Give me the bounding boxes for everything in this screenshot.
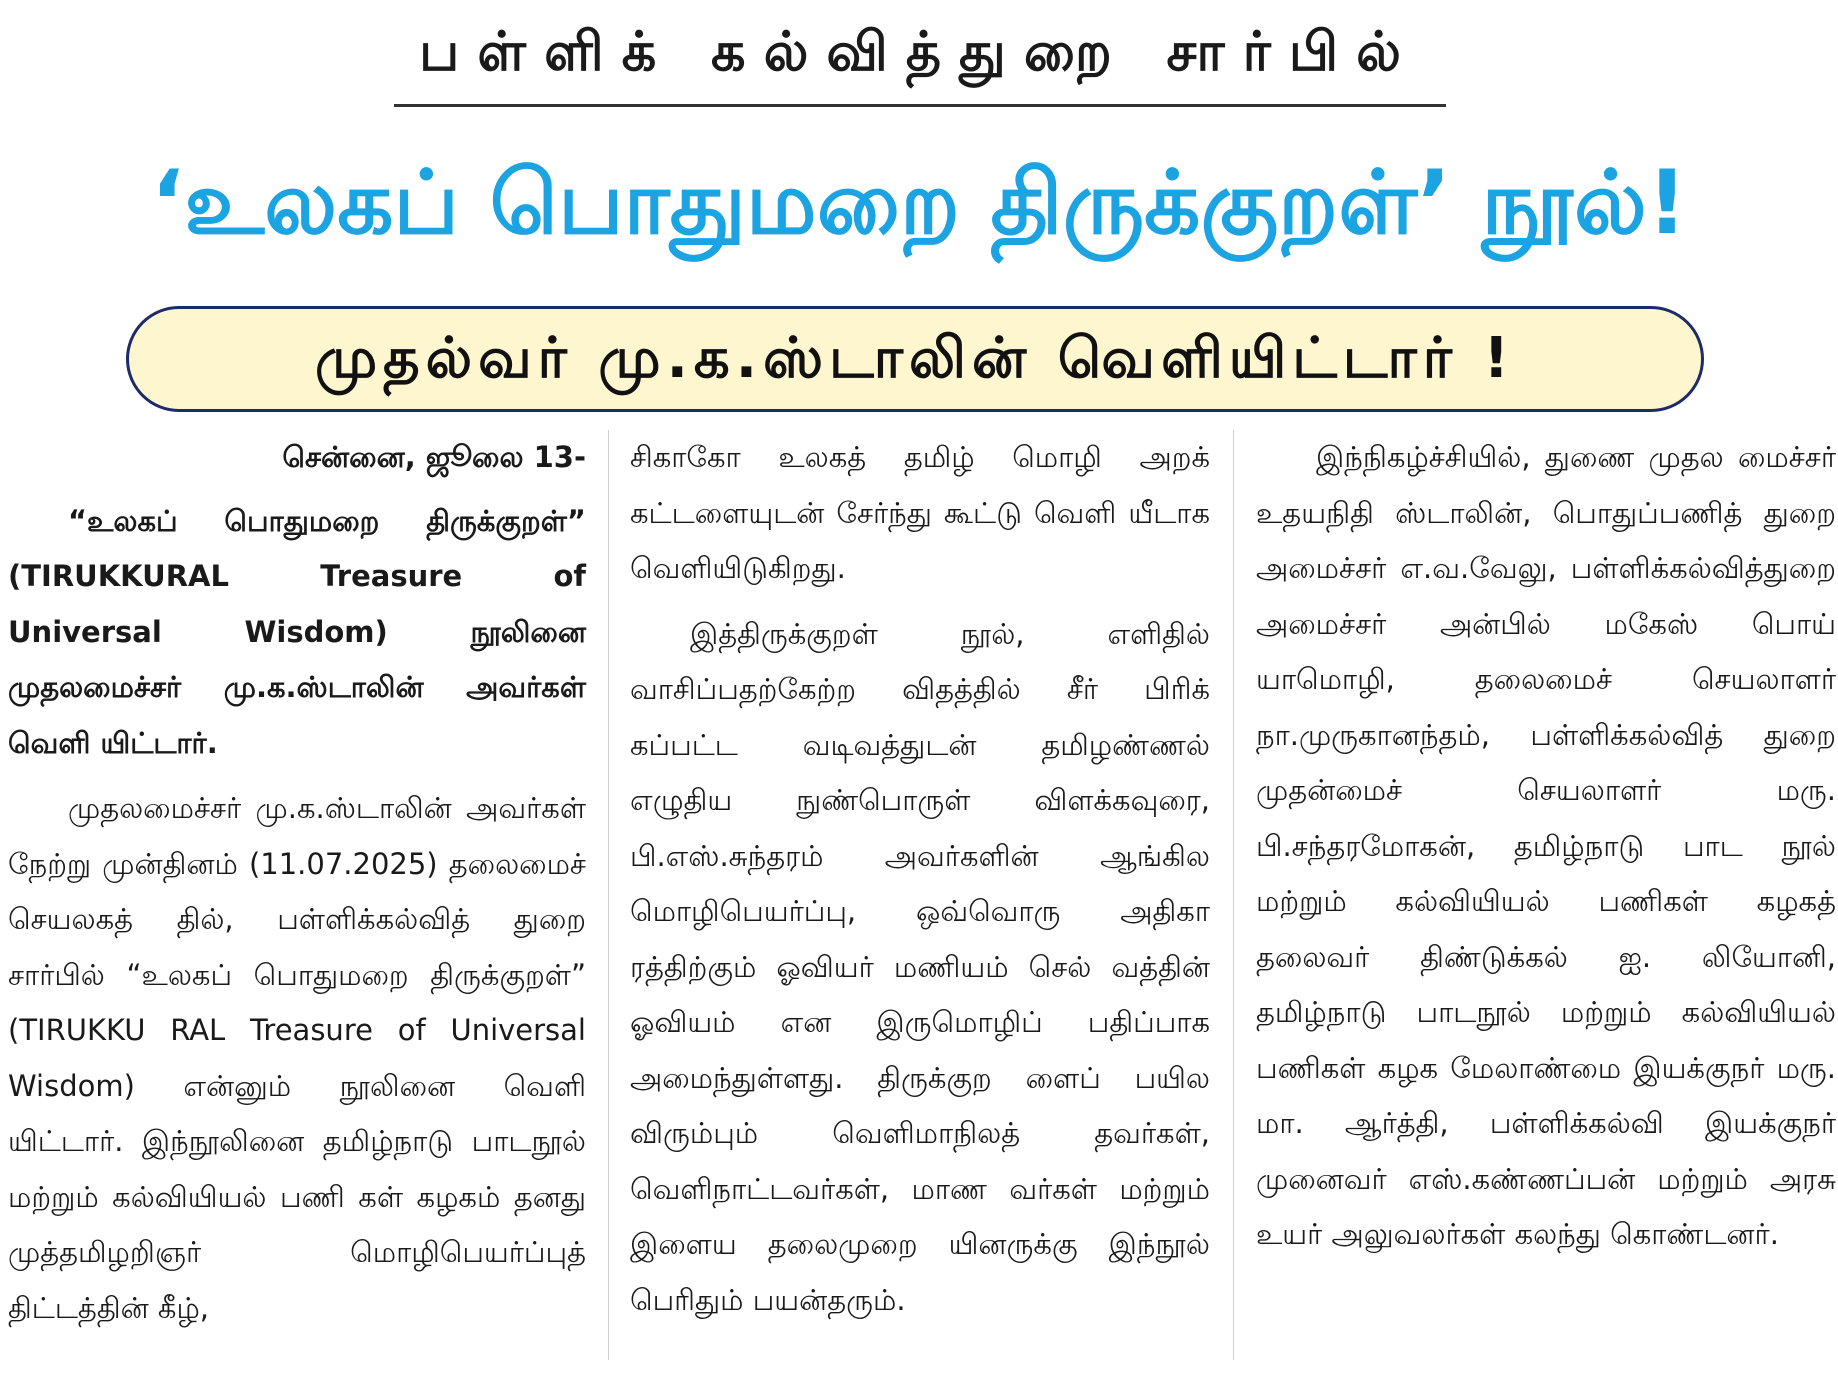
subheadline-banner xyxy=(126,306,1704,412)
body-paragraph: முதலமைச்சர் மு.க.ஸ்டாலின் அவர்கள் நேற்று முன்தினம் (11.07.2025) தலைமைச் செயலகத் தில், பள்ளிக்கல்வித் துறை சார்பில் “உலகப் பொதுமறை திருக்குறள்” (TIRUKKU RAL Treasure of Universal Wisdom) என்னும் நூலினை வெளி யிட்டார். இந்நூலினை தமிழ்நாடு பாடநூல் மற்றும் கல்வியியல் பணி கள் கழகம் தனது முத்தமிழறிஞர் மொழிபெயர்ப்புத் திட்டத்தின் கீழ், xyxy=(8,791,586,1325)
column-divider xyxy=(1233,430,1234,1360)
headline: ‘உலகப் பொதுமறை திருக்குறள்’ நூல்! xyxy=(150,151,1688,254)
kicker-divider xyxy=(394,104,1446,107)
kicker-heading: பள்ளிக் கல்வித்துறை சார்பில் xyxy=(419,20,1419,83)
article-column-3 xyxy=(1256,430,1836,1370)
lead-paragraph: “உலகப் பொதுமறை திருக்குறள்” (TIRUKKURAL Treasure of Universal Wisdom) நூலினை முதலமைச்சர் மு.க.ஸ்டாலின் அவர்கள் வெளி யிட்டார். xyxy=(8,503,586,760)
subheadline: முதல்வர் மு.க.ஸ்டாலின் வெளியிட்டார் ! xyxy=(314,326,1516,391)
column-divider xyxy=(608,430,609,1360)
body-paragraph: இத்திருக்குறள் நூல், எளிதில் வாசிப்பதற்கேற்ற விதத்தில் சீர் பிரிக் கப்பட்ட வடிவத்துடன் தமிழண்ணல் எழுதிய நுண்பொருள் விளக்கவுரை, பி.எஸ்.சுந்தரம் அவர்களின் ஆங்கில மொழிபெயர்ப்பு, ஒவ்வொரு அதிகா ரத்திற்கும் ஓவியர் மணியம் செல் வத்தின் ஓவியம் என இருமொழிப் பதிப்பாக அமைந்துள்ளது. திருக்குற ளைப் பயில விரும்பும் வெளிமாநிலத் தவர்கள், வெளிநாட்டவர்கள், மாண வர்கள் மற்றும் இளைய தலைமுறை யினருக்கு இந்நூல் பெரிதும் பயன்தரும். xyxy=(630,616,1210,1317)
body-paragraph: சிகாகோ உலகத் தமிழ் மொழி அறக் கட்டளையுடன் சேர்ந்து கூட்டு வெளி யீடாக வெளியிடுகிறது. xyxy=(630,440,1210,585)
body-paragraph: இந்நிகழ்ச்சியில், துணை முதல மைச்சர் உதயநிதி ஸ்டாலின், பொதுப்பணித் துறை அமைச்சர் எ.வ.வேலு, பள்ளிக்கல்வித்துறை அமைச்சர் அன்பில் மகேஸ் பொய் யாமொழி, தலைமைச் செயலாளர் நா.முருகானந்தம், பள்ளிக்கல்வித் துறை முதன்மைச் செயலாளர் மரு. பி.சந்தரமோகன், தமிழ்நாடு பாட நூல் மற்றும் கல்வியியல் பணிகள் கழகத் தலைவர் திண்டுக்கல் ஐ. லியோனி, தமிழ்நாடு பாடநூல் மற்றும் கல்வியியல் பணிகள் கழக மேலாண்மை இயக்குநர் மரு. மா. ஆர்த்தி, பள்ளிக்கல்வி இயக்குநர் முனைவர் எஸ்.கண்ணப்பன் மற்றும் அரசு உயர் அலுவலர்கள் கலந்து கொண்டனர். xyxy=(1256,440,1836,1251)
article-column-2 xyxy=(630,430,1210,1370)
article-column-1 xyxy=(8,430,586,1370)
dateline: சென்னை, ஜூலை 13- xyxy=(282,440,586,474)
